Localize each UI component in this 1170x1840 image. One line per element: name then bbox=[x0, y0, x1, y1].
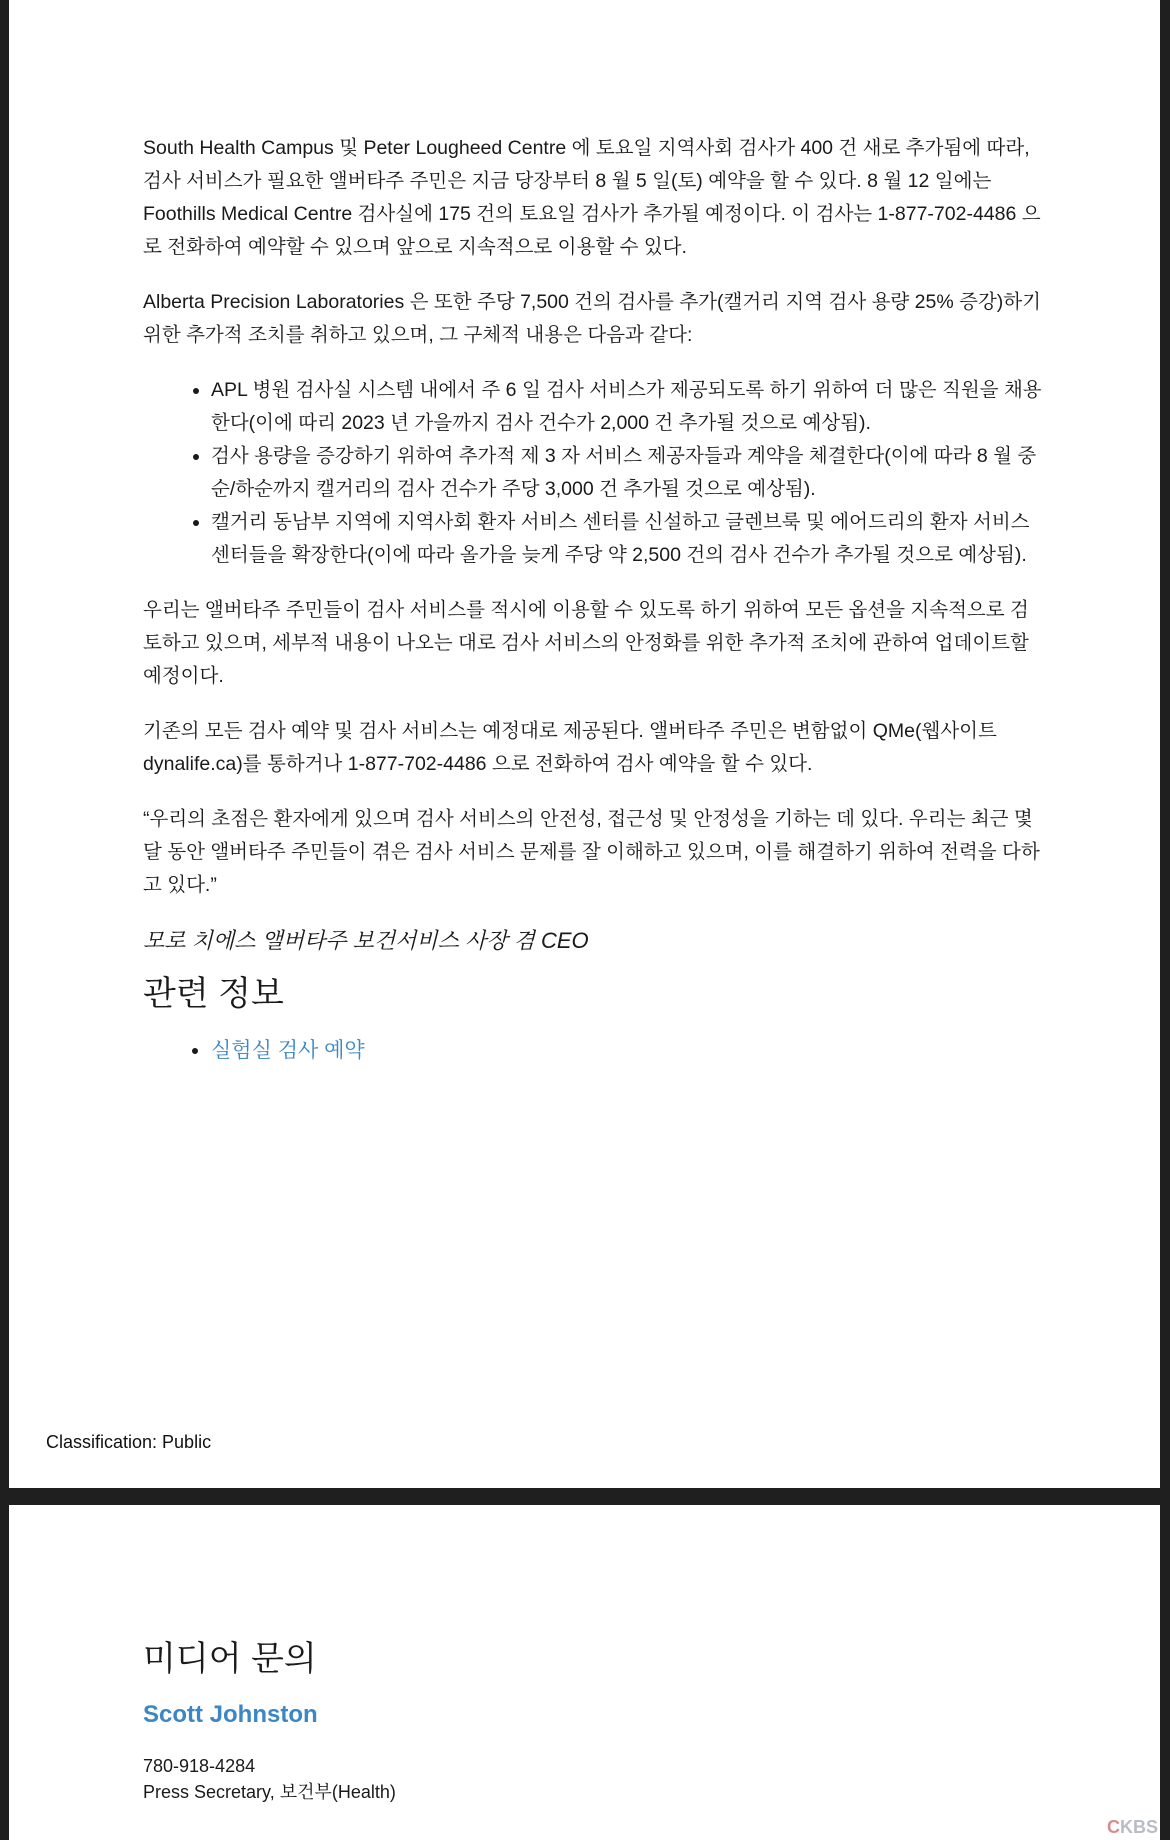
contact-name: Scott Johnston bbox=[143, 1701, 318, 1728]
list-item: • APL 병원 검사실 시스템 내에서 주 6 일 검사 서비스가 제공되도록 하기 위하여 더 많은 직원을 채용한다(이에 따리 2023 년 가을까지 검사 건수가 2,000 건 추가될 것으로 예상됨). bbox=[211, 374, 1043, 440]
paragraph-apl-measures: Alberta Precision Laboratories 은 또한 주당 7,500 건의 검사를 추가(캘거리 지역 검사 용량 25% 증강)하기 위한 추가적 조치를 취하고 있으며, 그 구체적 내용은 다음과 같다: bbox=[143, 291, 1041, 346]
media-inquiries-heading: 미디어 문의 bbox=[143, 1640, 317, 1678]
document-page-2 bbox=[9, 1505, 1160, 1840]
paragraph-saturday-tests: South Health Campus 및 Peter Lougheed Centre 에 토요일 지역사회 검사가 400 건 새로 추가됨에 따라, 검사 서비스가 필요한 앨버타주 주민은 지금 당장부터 8 월 5 일(토) 예약을 할 수 있다. 8 월 12 일에는 Foothills Medical Centre 검사실에 175 건의 토요일 검사가 추가될 예정이다. 이 검사는 1-877-702-4486 으로 전화하여 예약할 수 있으며 앞으로 지속적으로 이용할 수 있다. bbox=[143, 137, 1041, 258]
paragraph-existing-bookings: 기존의 모든 검사 예약 및 검사 서비스는 예정대로 제공된다. 앨버타주 주민은 변함없이 QMe(웹사이트 dynalife.ca)를 통하거나 1-877-702-4486 으로 전화하여 검사 예약을 할 수 있다. bbox=[143, 720, 997, 775]
media-contact-section bbox=[143, 1637, 1043, 1805]
contact-phone: 780-918-4284 bbox=[143, 1756, 256, 1776]
measures-list bbox=[143, 374, 1043, 572]
watermark-logo: CKBS bbox=[1106, 1817, 1158, 1837]
document-page-1 bbox=[9, 0, 1160, 1488]
list-item bbox=[211, 1034, 1043, 1068]
quote-attribution: 모로 치에스 앨버타주 보건서비스 사장 겸 CEO bbox=[143, 928, 589, 953]
article-body bbox=[143, 132, 1043, 1068]
related-info-heading: 관련 정보 bbox=[143, 975, 284, 1013]
paragraph-review-options: 우리는 앨버타주 주민들이 검사 서비스를 적시에 이용할 수 있도록 하기 위하여 모든 옵션을 지속적으로 검토하고 있으며, 세부적 내용이 나오는 대로 검사 서비스의 안정화를 위한 추가적 조치에 관하여 업데이트할 예정이다. bbox=[143, 599, 1029, 687]
lab-booking-link[interactable]: 실험실 검사 예약 bbox=[211, 1039, 365, 1062]
ceo-quote: “우리의 초점은 환자에게 있으며 검사 서비스의 안전성, 접근성 및 안정성을 기하는 데 있다. 우리는 최근 몇 달 동안 앨버타주 주민들이 겪은 검사 서비스 문제를 잘 이해하고 있으며, 이를 해결하기 위하여 전력을 다하고 있다.” bbox=[143, 808, 1040, 896]
contact-title: Press Secretary, 보건부(Health) bbox=[143, 1782, 396, 1802]
list-item: • 검사 용량을 증강하기 위하여 추가적 제 3 자 서비스 제공자들과 계약을 체결한다(이에 따라 8 월 중순/하순까지 캘거리의 검사 건수가 주당 3,000 건 추가될 것으로 예상됨). bbox=[211, 440, 1043, 506]
related-links-list bbox=[143, 1034, 1043, 1068]
classification-label: Classification: Public bbox=[46, 1432, 212, 1452]
list-item: • 캘거리 동남부 지역에 지역사회 환자 서비스 센터를 신설하고 글렌브룩 및 에어드리의 환자 서비스 센터들을 확장한다(이에 따라 올가을 늦게 주당 약 2,500 건의 검사 건수가 추가될 것으로 예상됨). bbox=[211, 506, 1043, 572]
